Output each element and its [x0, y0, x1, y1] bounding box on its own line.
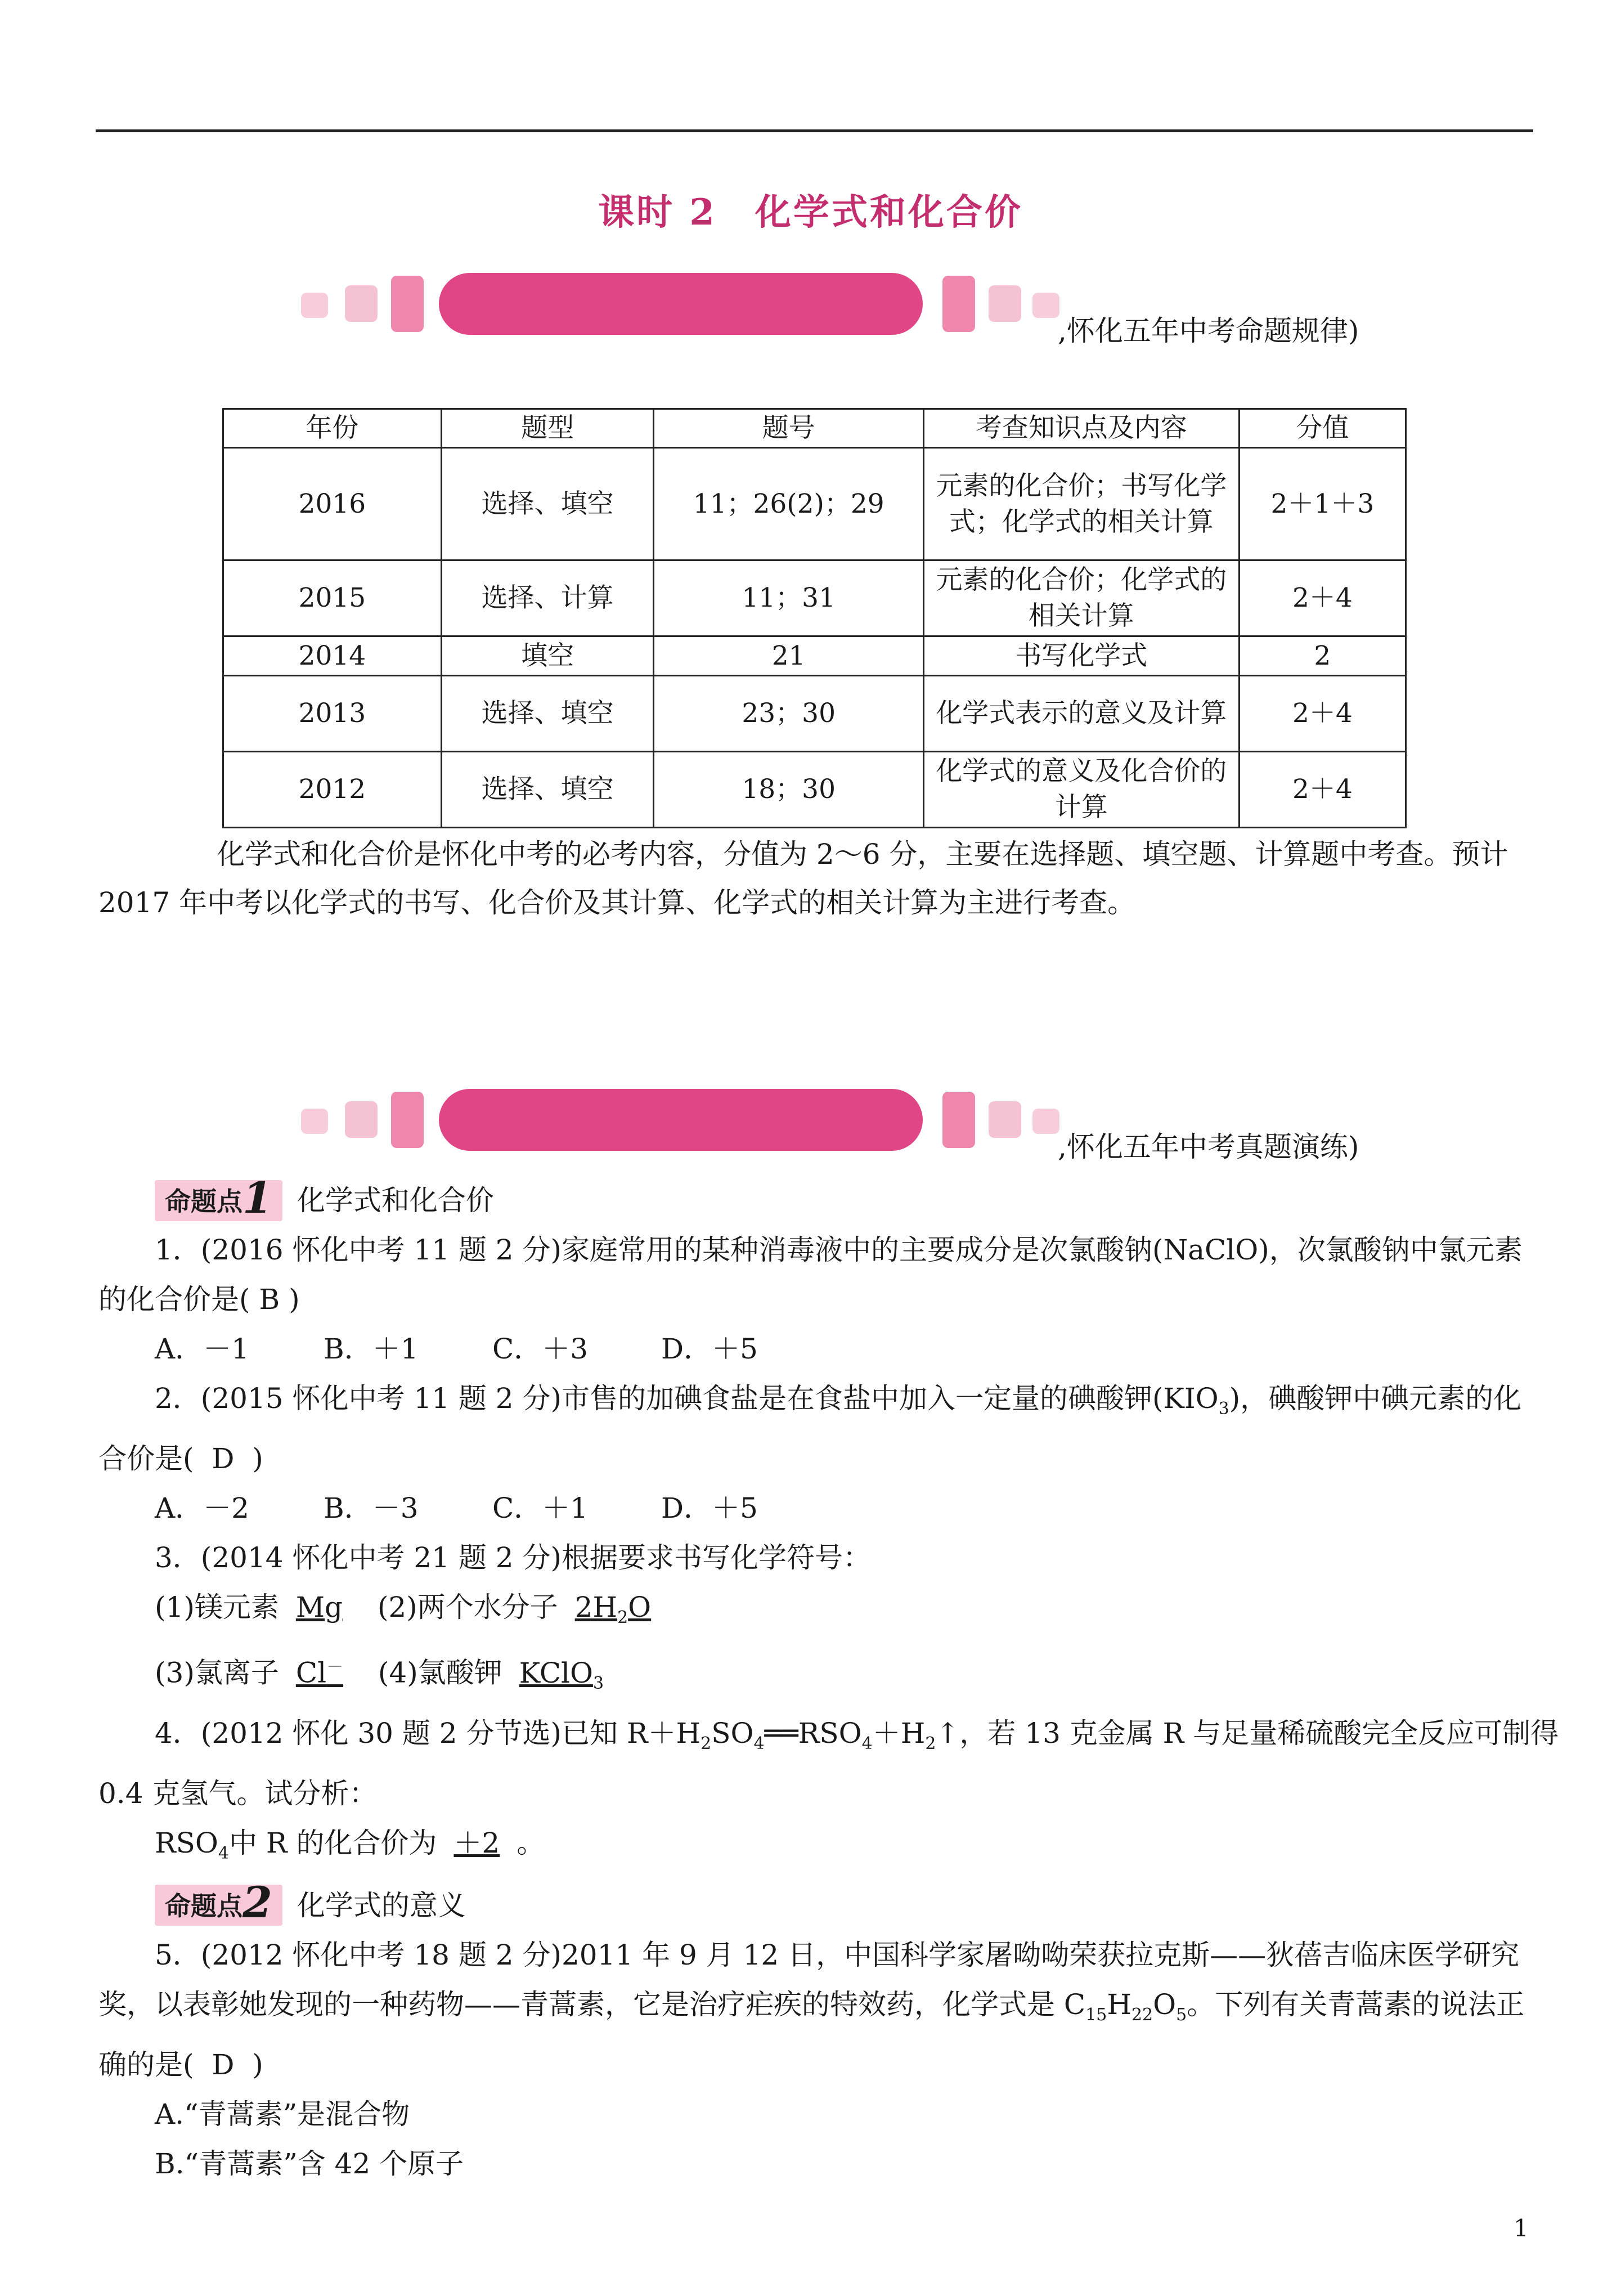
table-row: 2013 选择、填空 23；30 化学式表示的意义及计算 2＋4 [223, 676, 1406, 752]
page-title: 课时 2 化学式和化合价 [598, 191, 1023, 234]
answer-q4: ＋2 [453, 1826, 500, 1859]
col-number: 题号 [654, 409, 923, 448]
questions-section: 命题点1 化学式和化合价 1．(2016 怀化中考 11 题 2 分)家庭常用的某种消毒液中的主要成分是次氯酸钠(NaClO)，次氯酸钠中氯元素 的化合价是( B ) A．－1 B．＋1 C．＋3 D．＋5 2．(2015 怀化中考 11 题 2 分)市售的加碘食盐是在食盐中加入一定量的碘酸钾$(KIO_3)$，碘酸钾中碘元素的化 合价是( D ) A．－2 B．－3 C．＋1 D．＋5 3．(2014 怀化中考 21 题 2 分)根据要求书写化学符号： (1)镁元素 Mg (2)两个水分子 $2H_2O$ (3)氯离子 Cl－ (4)氯酸钾 KClO$_3$ 4．(2012 怀化 30 题 2 分节选)已知 $R+H_2SO_4══RSO_4+H_2↑$，若 13 克金属 R 与足量稀硫酸完全反应可制得 0.4 克氢气。试分析： $RSO_4$中 R 的化合价为 ＋2 。 命题点2 化学式的意义 5．(2012 怀化中考 18 题 2 分)2011 年 9 月 12 日，中国科学家屠呦呦荣获拉克斯——狄蓓吉临床医学研究 奖，以表彰她发现的一种药物——青蒿素，它是治疗疟疾的特效药，化学式是 $C_{15}H_{22}O_5$。下列有关青蒿素的说法正 确的是( D ) A.“青蒿素”是混合物 B.“青蒿素”含 42 个原子 [98, 1173, 1528, 2189]
summary-paragraph: 化学式和化合价是怀化中考的必考内容，分值为 2～6 分，主要在选择题、填空题、计算题中考查。预计 2017 年中考以化学式的书写、化合价及其计算、化学式的相关计算为主进行考查。 [98, 838, 1508, 919]
table-header-row [223, 409, 1406, 448]
banner-caption-1: ,怀化五年中考命题规律) [1058, 315, 1359, 347]
question-4: 4．(2012 怀化 30 题 2 分节选)已知 $R+H_2SO_4══RSO_4+H_2↑$，若 13 克金属 R 与足量稀硫酸完全反应可制得 [155, 1716, 1559, 1754]
question-1: 1．(2016 怀化中考 11 题 2 分)家庭常用的某种消毒液中的主要成分是次氯酸钠(NaClO)，次氯酸钠中氯元素 [155, 1234, 1523, 1266]
question-2: 2．(2015 怀化中考 11 题 2 分)市售的加碘食盐是在食盐中加入一定量的碘酸钾$(KIO_3)$，碘酸钾中碘元素的化 [155, 1382, 1522, 1419]
answer-q5: D [212, 2048, 235, 2081]
exam-pattern-table [222, 408, 1407, 828]
banner-caption-2: ,怀化五年中考真题演练) [1058, 1131, 1359, 1163]
answer-q2: D [212, 1442, 235, 1475]
topic-tag: 命题点2 [155, 1885, 282, 1926]
options-q1: A．－1 B．＋1 C．＋3 D．＋5 [155, 1333, 758, 1365]
top-rule [96, 129, 1533, 132]
table-row: 2015 选择、计算 11；31 元素的化合价；化学式的相关计算 2＋4 [223, 560, 1406, 636]
topic-tag: 命题点1 [155, 1180, 282, 1221]
col-type: 题型 [441, 409, 654, 448]
topic-heading-1: 命题点1 化学式和化合价 [98, 1173, 1528, 1225]
answer-q1: B [259, 1283, 280, 1316]
answer-q3-3: Cl－ [295, 1656, 344, 1689]
option-b-q5: B.“青蒿素”含 42 个原子 [155, 2147, 464, 2180]
topic-heading-2: 命题点2 化学式的意义 [98, 1878, 1528, 1930]
answer-q3-4: KClO$_3$ [519, 1656, 604, 1693]
col-score: 分值 [1239, 409, 1406, 448]
options-q2: A．－2 B．－3 C．＋1 D．＋5 [155, 1492, 758, 1524]
col-year: 年份 [223, 409, 442, 448]
page-number: 1 [1514, 2214, 1529, 2242]
col-content: 考查知识点及内容 [923, 409, 1239, 448]
answer-q3-1: Mg [295, 1591, 343, 1624]
table-row: 2016 选择、填空 11；26(2)；29 元素的化合价；书写化学式；化学式的相关计算 2＋1＋3 [223, 448, 1406, 560]
question-3: 3．(2014 怀化中考 21 题 2 分)根据要求书写化学符号： [155, 1541, 871, 1574]
answer-q3-2: $2H_2O$ [574, 1591, 652, 1627]
table-row: 2012 选择、填空 18；30 化学式的意义及化合价的计算 2＋4 [223, 752, 1406, 828]
option-a-q5: A.“青蒿素”是混合物 [155, 2097, 410, 2131]
question-5: 5．(2012 怀化中考 18 题 2 分)2011 年 9 月 12 日，中国科学家屠呦呦荣获拉克斯——狄蓓吉临床医学研究 [155, 1938, 1520, 1971]
table-row: 2014 填空 21 书写化学式 2 [223, 636, 1406, 676]
